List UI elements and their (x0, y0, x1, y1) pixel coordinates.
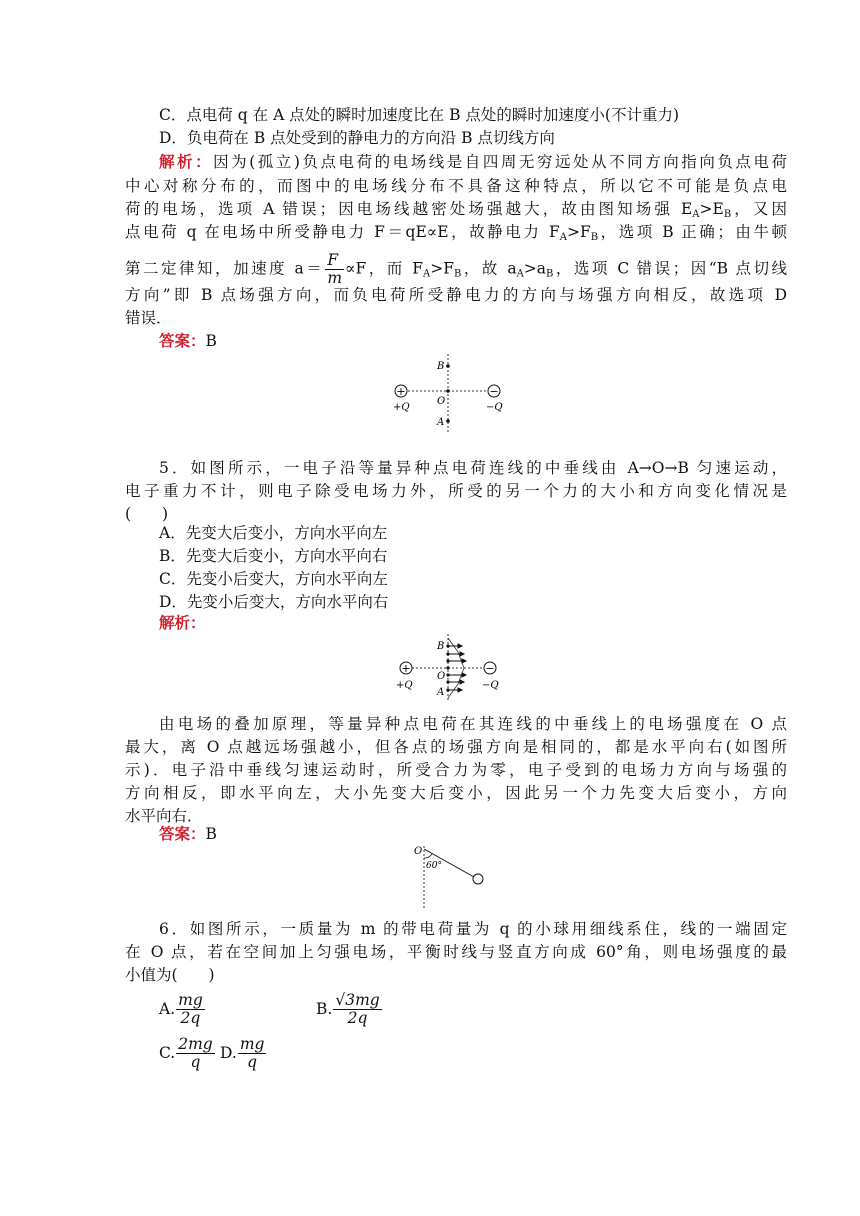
q5-answer: 答案：B (159, 824, 217, 843)
label-o: O (437, 396, 446, 407)
label-a: A (437, 687, 445, 698)
q6-stem-line-3: 小值为( ) (125, 966, 215, 984)
q4-analysis-line-7: 错误． (125, 309, 172, 327)
q4-analysis-line-6: 方向”即 B 点场强方向，而负电荷所受静电力的方向与场强方向相反，故选项 D (125, 286, 787, 304)
q5-option-c: C．先变小后变大，方向水平向左 (159, 570, 388, 588)
q4-analysis-label: 解析： (159, 152, 214, 171)
q5-stem-line-3: ( ) (125, 505, 169, 523)
fraction-f-over-m: $\frac{F}{m}$ (327, 251, 343, 287)
label-a: A (437, 417, 445, 428)
q5-analysis-line-5: 水平向右． (125, 807, 203, 825)
plus-charge-sign: + (396, 385, 406, 398)
label-o: O (414, 846, 423, 857)
q4-analysis-line-3: 荷的电场，选项 A 错误；因电场线越密处场强越大，故由图知场强 $E_A>E_B$，又因 (125, 200, 787, 220)
q5-analysis-label: 解析： (159, 613, 206, 632)
label-o: O (437, 671, 446, 682)
q4-analysis-line-4: 点电荷 q 在电场中所受静电力 F＝qE∝E，故静电力 $F_A>F_B$，选项 B 正确；由牛顿 (125, 223, 788, 243)
label-b: B (437, 361, 445, 372)
q4-option-c: C．点电荷 q 在 A 点处的瞬时加速度比在 B 点处的瞬时加速度小(不计重力) (159, 106, 680, 124)
q5-analysis-line-3: 示)．电子沿中垂线匀速运动时，所受合力为零，电子受到的电场力方向与场强的 (125, 761, 787, 779)
minus-charge-sign: − (485, 662, 495, 675)
minus-charge-sign: − (489, 385, 499, 398)
q6-option-c: C. $\frac{2mg}{q}$ (159, 1035, 213, 1071)
label-b: B (437, 641, 445, 652)
q6-pendulum-figure (408, 842, 498, 910)
q5-stem-line-2: 电子重力不计，则电子除受电场力外，所受的另一个力的大小和方向变化情况是 (125, 482, 787, 500)
q6-stem-line-2: 在 O 点，若在空间加上匀强电场，平衡时线与竖直方向成 60°角，则电场强度的最 (125, 943, 787, 961)
q4-analysis-line-2: 中心对称分布的，而图中的电场线分布不具备这种特点，所以它不可能是负点电 (125, 177, 787, 195)
plus-charge-sign: + (401, 662, 411, 675)
q4-dipole-figure (388, 352, 508, 436)
q5-field-figure (388, 632, 508, 702)
q5-analysis-line-1: 由电场的叠加原理，等量异种点电荷在其连线的中垂线上的电场强度在 O 点 (159, 715, 787, 733)
q5-option-a: A．先变大后变小，方向水平向左 (159, 524, 388, 542)
q5-option-b: B．先变大后变小，方向水平向右 (159, 547, 388, 565)
label-plus-q: +Q (396, 680, 413, 691)
label-minus-q: −Q (482, 680, 499, 691)
q6-option-b: B. $\frac{√3mg}{2q}$ (316, 991, 380, 1027)
q4-option-d: D．负电荷在 B 点处受到的静电力的方向沿 B 点切线方向 (159, 129, 555, 147)
q4-analysis-line-1: 解析：因为(孤立)负点电荷的电场线是自四周无穷远处从不同方向指向负点电荷 (159, 152, 787, 171)
q4-analysis-line-5: 第二定律知，加速度 a＝ $\frac{F}{m}$ ∝F，而 $F_A>F_B$，故 $a_A>a_B$，选项 C 错误；因“B 点切线 (125, 251, 787, 287)
q6-option-d: D. $\frac{mg}{q}$ (220, 1035, 265, 1071)
q5-analysis-line-4: 方向相反，即水平向左，大小先变大后变小，因此另一个力先变大后变小，方向 (125, 784, 787, 802)
q5-option-d: D．先变小后变大，方向水平向右 (159, 593, 389, 611)
label-minus-q: −Q (486, 402, 503, 413)
angle-label: 60° (426, 861, 442, 871)
q5-stem-line-1: 5．如图所示，一电子沿等量异种点电荷连线的中垂线由 A→O→B 匀速运动， (159, 459, 787, 477)
q4-answer: 答案：B (159, 331, 217, 350)
q6-option-a: A. $\frac{mg}{2q}$ (159, 991, 203, 1027)
q5-analysis-line-2: 最大，离 O 点越远场强越小，但各点的场强方向是相同的，都是水平向右(如图所 (125, 738, 787, 756)
q6-stem-line-1: 6．如图所示，一质量为 m 的带电荷量为 q 的小球用细线系住，线的一端固定 (159, 920, 787, 938)
label-plus-q: +Q (393, 402, 410, 413)
